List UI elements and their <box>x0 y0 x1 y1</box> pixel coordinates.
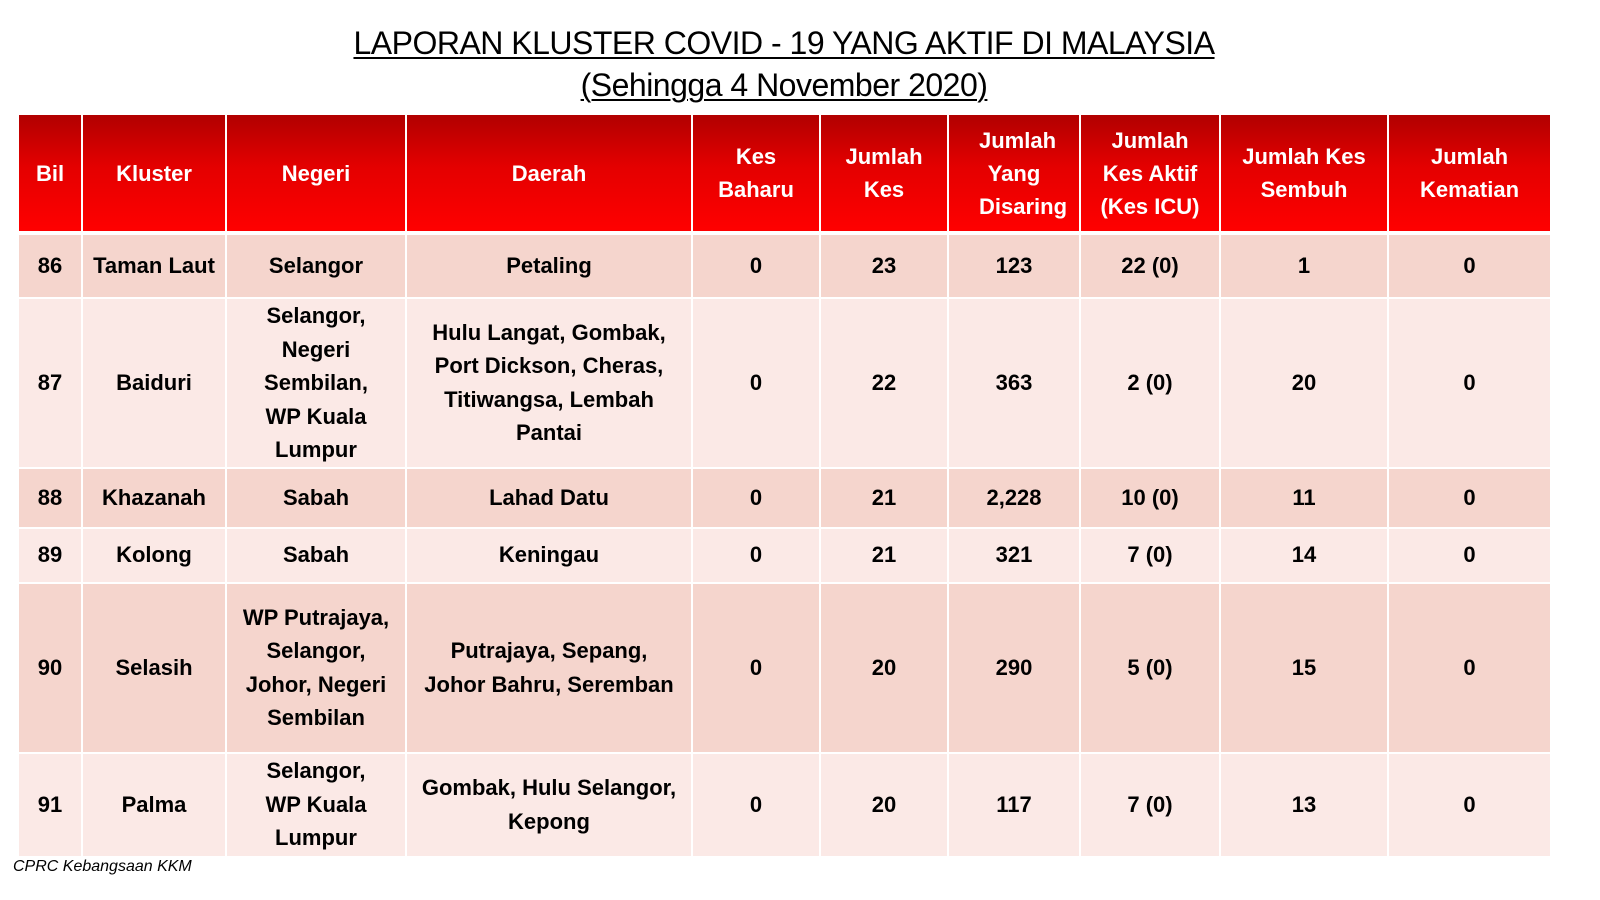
cell-aktif: 7 (0) <box>1081 754 1219 858</box>
cell-negeri: Sabah <box>227 469 405 529</box>
cell-aktif: 5 (0) <box>1081 584 1219 754</box>
header-negeri: Negeri <box>227 115 405 235</box>
cell-sembuh: 13 <box>1221 754 1387 858</box>
cluster-table <box>17 115 1552 858</box>
header-jumlah-sembuh: Jumlah Kes Sembuh <box>1221 115 1387 235</box>
cell-aktif: 10 (0) <box>1081 469 1219 529</box>
cell-negeri: Sabah <box>227 529 405 584</box>
cell-bil: 90 <box>19 584 81 754</box>
cell-aktif: 22 (0) <box>1081 235 1219 299</box>
cell-kes-baharu: 0 <box>693 754 819 858</box>
header-jumlah-kes: Jumlah Kes <box>821 115 947 235</box>
cell-kes-baharu: 0 <box>693 529 819 584</box>
cell-kematian: 0 <box>1389 235 1550 299</box>
cell-daerah: Gombak, Hulu Selangor, Kepong <box>407 754 691 858</box>
table-row <box>19 235 1550 299</box>
cell-kematian: 0 <box>1389 299 1550 469</box>
table-header-row <box>19 115 1550 235</box>
header-bil: Bil <box>19 115 81 235</box>
cell-sembuh: 1 <box>1221 235 1387 299</box>
cell-sembuh: 11 <box>1221 469 1387 529</box>
source-footer: CPRC Kebangsaan KKM <box>13 858 192 875</box>
cell-jumlah-kes: 21 <box>821 529 947 584</box>
cell-kematian: 0 <box>1389 469 1550 529</box>
cell-daerah: Putrajaya, Sepang, Johor Bahru, Seremban <box>407 584 691 754</box>
cell-jumlah-kes: 21 <box>821 469 947 529</box>
cell-negeri: Selangor, Negeri Sembilan, WP Kuala Lumpur <box>227 299 405 469</box>
cell-disaring: 117 <box>949 754 1079 858</box>
table-row <box>19 584 1550 754</box>
cell-sembuh: 14 <box>1221 529 1387 584</box>
cell-sembuh: 15 <box>1221 584 1387 754</box>
cell-kluster: Taman Laut <box>83 235 225 299</box>
title-line-1: LAPORAN KLUSTER COVID - 19 YANG AKTIF DI MALAYSIA <box>353 25 1215 61</box>
cell-disaring: 123 <box>949 235 1079 299</box>
header-kluster: Kluster <box>83 115 225 235</box>
cell-disaring: 2,228 <box>949 469 1079 529</box>
cell-daerah: Petaling <box>407 235 691 299</box>
header-jumlah-disaring: Jumlah Yang Disaring <box>949 115 1079 235</box>
cell-daerah: Keningau <box>407 529 691 584</box>
cell-kes-baharu: 0 <box>693 299 819 469</box>
cell-bil: 86 <box>19 235 81 299</box>
cell-jumlah-kes: 20 <box>821 754 947 858</box>
table-row <box>19 299 1550 469</box>
title-line-2: (Sehingga 4 November 2020) <box>580 67 988 103</box>
cell-kematian: 0 <box>1389 754 1550 858</box>
table-row <box>19 469 1550 529</box>
table-row <box>19 529 1550 584</box>
cell-jumlah-kes: 20 <box>821 584 947 754</box>
cell-kluster: Khazanah <box>83 469 225 529</box>
header-daerah: Daerah <box>407 115 691 235</box>
cell-jumlah-kes: 23 <box>821 235 947 299</box>
cell-kluster: Baiduri <box>83 299 225 469</box>
cell-negeri: WP Putrajaya, Selangor, Johor, Negeri Sembilan <box>227 584 405 754</box>
cell-bil: 89 <box>19 529 81 584</box>
cell-sembuh: 20 <box>1221 299 1387 469</box>
cell-kematian: 0 <box>1389 584 1550 754</box>
cell-bil: 91 <box>19 754 81 858</box>
header-jumlah-kematian: Jumlah Kematian <box>1389 115 1550 235</box>
cell-disaring: 321 <box>949 529 1079 584</box>
cell-negeri: Selangor <box>227 235 405 299</box>
table-row <box>19 754 1550 858</box>
cell-daerah: Lahad Datu <box>407 469 691 529</box>
cell-aktif: 2 (0) <box>1081 299 1219 469</box>
cell-kluster: Selasih <box>83 584 225 754</box>
cell-aktif: 7 (0) <box>1081 529 1219 584</box>
cell-daerah: Hulu Langat, Gombak, Port Dickson, Cheras, Titiwangsa, Lembah Pantai <box>407 299 691 469</box>
cell-kes-baharu: 0 <box>693 469 819 529</box>
cell-negeri: Selangor, WP Kuala Lumpur <box>227 754 405 858</box>
cell-kes-baharu: 0 <box>693 235 819 299</box>
cluster-table-container <box>17 115 1552 858</box>
header-kes-baharu: Kes Baharu <box>693 115 819 235</box>
cell-kluster: Kolong <box>83 529 225 584</box>
cell-disaring: 290 <box>949 584 1079 754</box>
cell-disaring: 363 <box>949 299 1079 469</box>
report-title <box>0 22 1568 106</box>
cell-kematian: 0 <box>1389 529 1550 584</box>
cell-kes-baharu: 0 <box>693 584 819 754</box>
header-jumlah-aktif: Jumlah Kes Aktif (Kes ICU) <box>1081 115 1219 235</box>
cell-kluster: Palma <box>83 754 225 858</box>
cell-jumlah-kes: 22 <box>821 299 947 469</box>
cell-bil: 87 <box>19 299 81 469</box>
cell-bil: 88 <box>19 469 81 529</box>
